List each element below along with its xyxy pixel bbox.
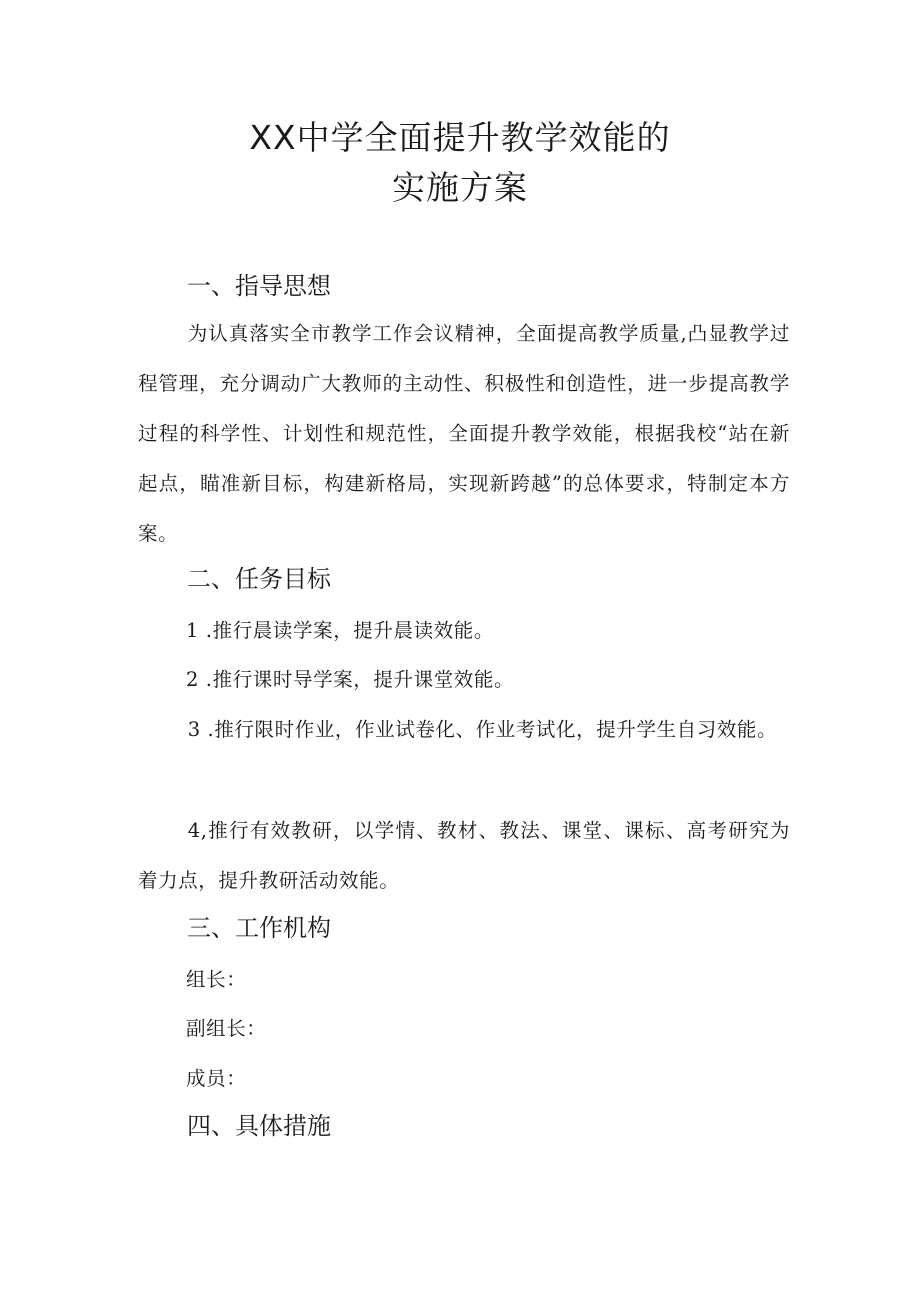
document-title-line-2: 实施方案	[392, 168, 528, 207]
task-goal-item-4: 4,推行有效教研，以学情、教材、教法、课堂、课标、高考研究为着力点，提升教研活动效能。	[138, 819, 790, 892]
guiding-ideology-paragraph: 为认真落实全市教学工作会议精神，全面提高教学质量,凸显教学过程管理，充分调动广大教师的主动性、积极性和创造性，进一步提高教学过程的科学性、计划性和规范性，全面提升教学效能，根据我校“站在新起点，瞄准新目标，构建新格局，实现新跨越”的总体要求，特制定本方案。	[138, 322, 790, 545]
members-field: 成员：	[186, 1067, 247, 1090]
section-heading-guiding-ideology: 一、指导思想	[187, 272, 331, 300]
deputy-leader-field: 副组长：	[186, 1017, 267, 1040]
group-leader-field: 组长：	[186, 968, 247, 991]
section-heading-specific-measures: 四、具体措施	[187, 1112, 331, 1140]
document-title-line-1: XX中学全面提升教学效能的	[249, 118, 671, 157]
section-heading-work-organization: 三、工作机构	[187, 914, 331, 942]
task-goal-item-1: 1 .推行晨读学案，提升晨读效能。	[186, 619, 495, 642]
task-goal-item-3: 3 .推行限时作业，作业试卷化、作业考试化，提升学生自习效能。	[187, 718, 778, 741]
section-heading-task-goals: 二、任务目标	[187, 565, 331, 593]
task-goal-item-2: 2 .推行课时导学案，提升课堂效能。	[186, 668, 515, 691]
